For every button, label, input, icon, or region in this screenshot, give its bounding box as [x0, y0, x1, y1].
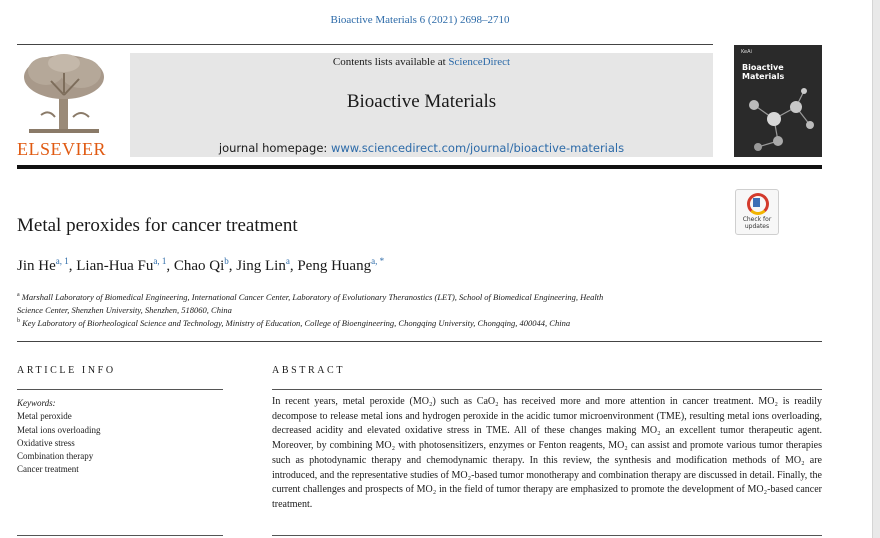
journal-cover[interactable]: [734, 45, 822, 157]
affiliation-mark: b: [17, 318, 20, 324]
keywords-label: Keywords:: [17, 398, 56, 408]
author-affiliation-mark[interactable]: a, 1: [153, 256, 167, 266]
keyword-item[interactable]: Cancer treatment: [17, 464, 79, 475]
keyword-item[interactable]: Metal peroxide: [17, 411, 72, 422]
abstract-heading: ABSTRACT: [272, 365, 346, 376]
article-title: Metal peroxides for cancer treatment: [17, 215, 298, 236]
contents-line: [130, 56, 713, 68]
author-name[interactable]: Jing Lin: [236, 258, 286, 274]
keywords-block: [17, 397, 100, 477]
check-updates-line2: updates: [744, 222, 770, 230]
journal-banner: [130, 53, 713, 157]
journal-citation[interactable]: Bioactive Materials 6 (2021) 2698–2710: [330, 14, 510, 26]
cover-molecule-icon: [734, 85, 822, 157]
divider: [272, 389, 822, 390]
keyword-item[interactable]: Combination therapy: [17, 451, 94, 462]
keyword-item[interactable]: Metal ions overloading: [17, 424, 101, 435]
elsevier-logo[interactable]: [17, 53, 111, 157]
author-list: Jin He$^{a, 1}$, Lian-Hua Fu$^{a, 1}$, Chao Qi$^b$, Jing Lin$^a$, Peng Huang$^{a, *}$: [17, 256, 385, 274]
journal-homepage-link[interactable]: www.sciencedirect.com/journal/bioactive-materials: [330, 141, 625, 155]
abstract-text: In recent years, metal peroxide (MO₂) such as CaO₂ has received more and more attention in cancer treatment. MO₂ is readily decompose to release metal ions and hydrogen peroxide in the acidic tumor microenvironment (TME), resulting metal ions overloading, decreased acidity and elevated oxidative stress in TME. All of these changes making MO₂ an excellent tumor therapeutic agent. Moreover, by combining MO₂ with photosensitizers, enzymes or Fenton reagents, MO₂ can assist and promote various tumor therapies such as photodynamic therapy and chemodynamic therapy. In this review, the synthesis and modification methods of MO₂ are introduced, and the representative studies of MO₂-based tumor monotherapy and combination therapy are discussed in detail. Finally, the current challenges and prospects of MO₂ in the field of tumor therapy are emphasized to promote the development of MO₂-based cancer treatment.: [272, 396, 822, 510]
bookmark-icon: [753, 198, 760, 207]
author-affiliation-mark[interactable]: a: [285, 256, 290, 266]
cover-title-line2: Materials: [742, 72, 785, 81]
check-for-updates-button[interactable]: [735, 189, 779, 235]
affiliation-text-continued: Science Center, Shenzhen University, Shenzhen, 518060, China: [17, 304, 232, 315]
header-divider: [17, 165, 822, 169]
affiliation-mark: a: [17, 292, 20, 298]
author-name[interactable]: Jin He: [17, 258, 56, 274]
article-info-heading: ARTICLE INFO: [17, 365, 116, 376]
affiliation-b: [17, 315, 570, 330]
homepage-prefix: journal homepage:: [218, 141, 331, 155]
divider: [17, 44, 713, 45]
elsevier-wordmark: ELSEVIER: [17, 139, 106, 159]
divider: [272, 535, 822, 536]
contents-prefix: Contents lists available at: [332, 56, 449, 68]
divider: [17, 341, 822, 342]
affiliation-text: Key Laboratory of Biorheological Science and Technology, Ministry of Education, College of Bioengineering, Chongqing University, Chongqing, 400044, China: [22, 317, 571, 328]
author-name[interactable]: Chao Qi: [173, 258, 225, 274]
author-affiliation-mark[interactable]: a, *: [371, 256, 385, 266]
cover-title-line1: Bioactive: [742, 63, 784, 72]
homepage-line: [130, 141, 713, 155]
cover-title: [742, 63, 784, 81]
check-updates-line1: Check for: [742, 216, 772, 223]
author-name[interactable]: Lian-Hua Fu: [76, 258, 154, 274]
author-affiliation-mark[interactable]: b: [224, 256, 229, 266]
author-name[interactable]: Peng Huang: [297, 258, 372, 274]
scrollbar[interactable]: [872, 0, 880, 538]
affiliation-a: [17, 289, 603, 317]
keyword-item[interactable]: Oxidative stress: [17, 437, 75, 448]
divider: [17, 535, 223, 536]
journal-name[interactable]: Bioactive Materials: [346, 91, 497, 112]
cover-publisher: KeAi: [741, 49, 752, 55]
divider: [17, 389, 223, 390]
check-updates-label: [736, 217, 778, 230]
affiliation-text: Marshall Laboratory of Biomedical Engineering, International Cancer Center, Laboratory of Evolutionary Theranostics (LET), School of Biomedical Engineering, Health: [21, 291, 604, 302]
sciencedirect-link[interactable]: ScienceDirect: [448, 56, 511, 68]
author-affiliation-mark[interactable]: a, 1: [55, 256, 69, 266]
elsevier-tree-icon: [21, 53, 107, 135]
